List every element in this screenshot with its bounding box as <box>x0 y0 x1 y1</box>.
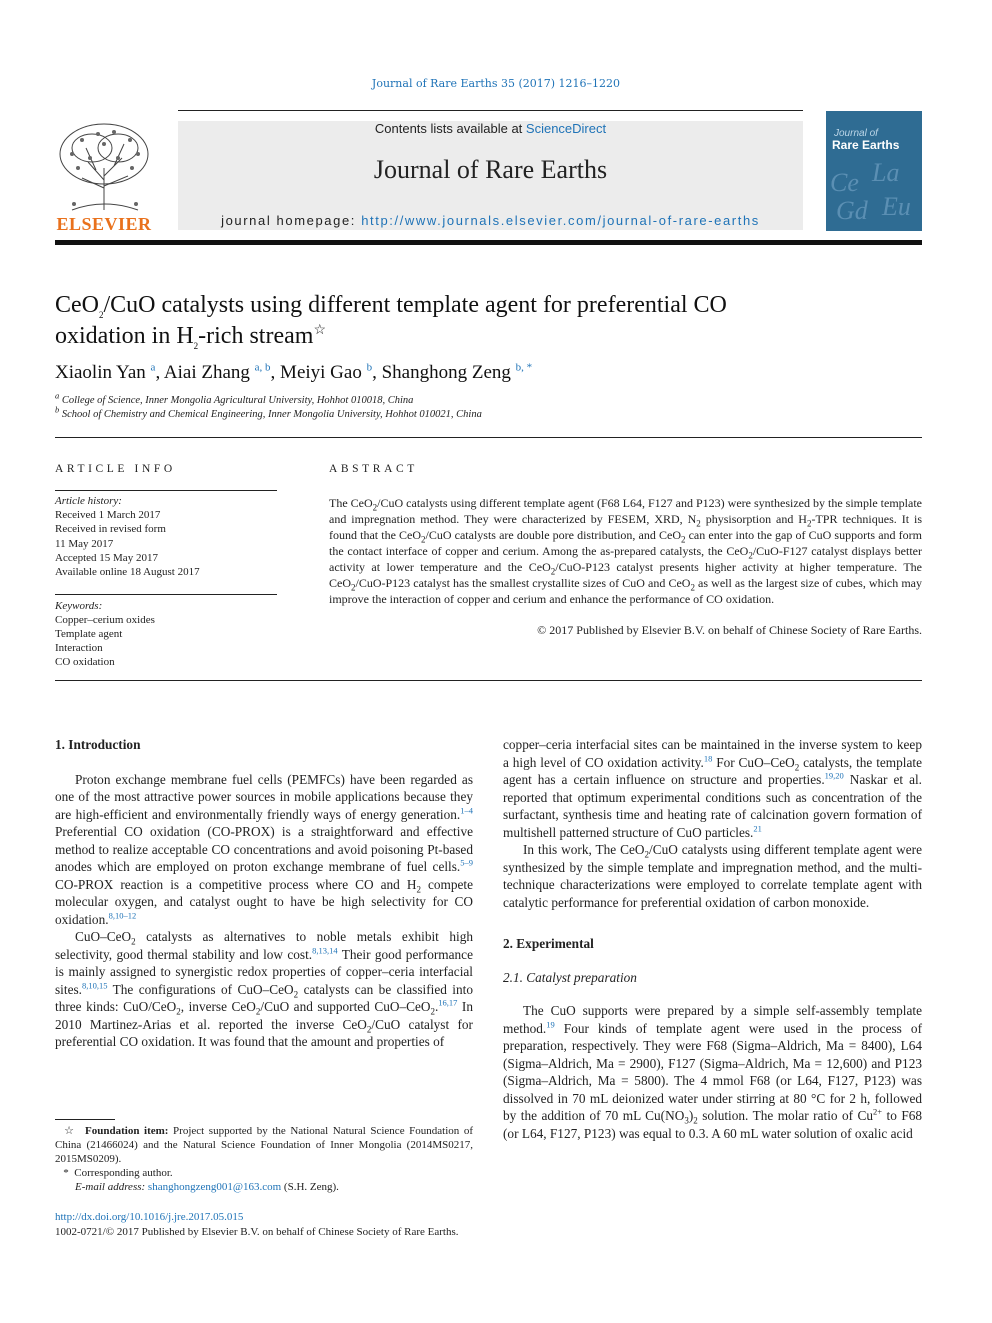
affiliation-b: $^b$ School of Chemistry and Chemical Engineering, Inner Mongolia University, Hohhot 010021, China <box>55 404 482 420</box>
paragraph: Proton exchange membrane fuel cells (PEMFCs) have been regarded as one of the most attractive power sources in mobile applications because they are high-efficient and environmentally friendly ways of energy generation.$^{1-4}$ Preferential CO oxidation (CO-PROX) is a straightforward and effective method to realize acceptable CO concentrations and avoid poisoning Pt-based anodes which are employed on proton exchange membrane of fuel cells.$^{5-9}$ CO-PROX reaction is a competitive process where CO and $H_2$ compete molecular oxygen, and catalyst ought to have be high selectivity for CO oxidation.$^{8,10-12}$ <box>55 771 474 927</box>
section-1-heading: 1. Introduction <box>55 737 141 752</box>
author-affiliation-mark[interactable]: b <box>366 361 373 374</box>
history-item: 11 May 2017 <box>55 538 114 550</box>
citation-ref[interactable]: 16,17 <box>438 997 458 1008</box>
keyword: Template agent <box>55 628 123 640</box>
footnote-foundation: ☆ Foundation item: Project supported by the National Natural Science Foundation of China (21466024) and the Natural Science Foundation of Inner Mongolia (2014MS0217, 2015MS0209). <box>55 1125 474 1165</box>
citation-ref[interactable]: 1–4 <box>460 805 473 816</box>
author-affiliation-mark[interactable]: a <box>150 361 156 374</box>
history-label: Article history: <box>55 495 122 507</box>
body-left-column <box>55 736 473 1051</box>
footnote-rule <box>55 1119 115 1120</box>
homepage-line: journal homepage: http://www.journals.elsevier.com/journal-of-rare-earths <box>221 213 760 228</box>
history-item: Received 1 March 2017 <box>55 509 161 521</box>
footnotes <box>55 1124 473 1194</box>
citation-ref[interactable]: 8,10–12 <box>108 910 137 921</box>
keyword: CO oxidation <box>55 656 115 668</box>
svg-text:Gd: Gd <box>836 196 868 225</box>
history-item: Accepted 15 May 2017 <box>55 552 158 564</box>
abstract-body: The CeO$_2$/CuO catalysts using different template agent (F68 L64, F127 and P123) were synthesized by the simple template and impregnation method. They were characterized by FESEM, XRD, $N_2$ physisorption and $H_2$-TPR techniques. It is found that the CeO$_2$/CuO catalysts are double pore distribution, and CeO$_2$ can enter into the gap of CuO supports and form the contact interface of copper and cerium. Among the as-prepared catalysts, the CeO$_2$/CuO-F127 catalyst displays better activity at lower temperature and the CeO$_2$/CuO-P123 catalyst presents higher activity at higher temperature. The CeO$_2$/CuO-P123 catalyst has the smallest crystallite sizes of CuO and CeO$_2$ as well as the largest size of cubes, which may improve the interaction of copper and cerium and enhance the performance of CO oxidation. <box>329 496 923 606</box>
keyword: Copper–cerium oxides <box>55 614 155 626</box>
author-name[interactable]: Meiyi Gao <box>280 362 362 383</box>
title-footnote-mark[interactable]: ☆ <box>313 323 326 338</box>
paragraph: copper–ceria interfacial sites can be maintained in the inverse system to keep a high level of CO oxidation activity.$^{18}$ For CuO–CeO$_2$ catalysts, the template agent has a certain influence on structure and properties.$^{19,20}$ Naskar et al. reported that optimum experimental conditions such as concentration of the surfactant, synthesis time and heating rate of calcination govern formation of multishell patterned structure of CuO particles.$^{21}$ <box>503 737 922 840</box>
svg-text:La: La <box>872 158 900 187</box>
elsevier-wordmark: ELSEVIER <box>56 214 152 234</box>
homepage-link[interactable]: http://www.journals.elsevier.com/journal-of-rare-earths <box>361 213 760 228</box>
svg-text:Ce: Ce <box>830 168 859 197</box>
paragraph: CuO–CeO$_2$ catalysts as alternatives to noble metals exhibit high selectivity, good thermal stability and low cost.$^{8,13,14}$ Their good performance is mainly assigned to synergistic redox properties of copper–ceria interfacial sites.$^{8,10,15}$ The configurations of CuO–CeO$_2$ catalysts can be classified into three kinds: CuO/CeO$_2$, inverse CeO$_2$/CuO and supported CuO–CeO$_2$.$^{16,17}$ In 2010 Martinez-Arias et al. reported the inverse CeO$_2$/CuO catalyst for preferential CO oxidation. It was found that the amount and properties of <box>55 929 473 1049</box>
info-rule <box>55 490 277 491</box>
journal-cover[interactable] <box>826 111 922 231</box>
email-link[interactable]: shanghongzeng001@163.com <box>147 1181 282 1193</box>
contents-line: Contents lists available at ScienceDirect <box>374 121 607 136</box>
cover-top: Journal of <box>834 128 878 139</box>
footnote-corresponding: * Corresponding author. <box>63 1167 173 1179</box>
article-title: CeO$_2$/CuO catalysts using different template agent for preferential CO oxidation in $H_2$-rich stream☆ <box>55 292 727 351</box>
citation-ref[interactable]: 18 <box>703 753 713 764</box>
journal-name: Journal of Rare Earths <box>373 155 608 184</box>
citation-ref[interactable]: 19 <box>546 1019 555 1030</box>
doi-link[interactable]: http://dx.doi.org/10.1016/j.jre.2017.05.015 <box>55 1211 244 1223</box>
history-item: Received in revised form <box>55 523 166 535</box>
paragraph: The CuO supports were prepared by a simple self-assembly template method.$^{19}$ Four kinds of template agent were used in the process of preparation, respectively. They were F68 (Sigma–Aldrich, Ma = 8400), L64 (Sigma–Aldrich, Ma = 2900), F127 (Sigma–Aldrich, Ma = 12,600) and P123 (Sigma–Aldrich, Ma = 5800). The 4 mmol F68 (or L64, F127, P123) was dissolved in 70 mL deionized water under stirring at 80 °C for 2 h, followed by the addition of 70 mL $Cu(NO_3)_2$ solution. The molar ratio of $Cu^{2+}$ to F68 (or L64, F127, P123) was equal to 0.3. A 60 mL water solution of oxalic acid <box>503 1003 923 1141</box>
svg-text:Eu: Eu <box>882 192 911 221</box>
author-list: Xiaolin Yan $^a$, Aiai Zhang $^{a, b}$, Meiyi Gao $^b$, Shanghong Zeng $^{b, *}$ <box>55 361 533 383</box>
header-thick-rule <box>55 240 922 245</box>
citation-ref[interactable]: 19,20 <box>824 770 844 781</box>
author-affiliation-mark[interactable]: b, * <box>515 361 533 374</box>
section-2-heading: 2. Experimental <box>503 936 594 951</box>
citation-ref[interactable]: 21 <box>753 823 762 834</box>
section-rule <box>55 680 922 681</box>
abstract-heading: ABSTRACT <box>329 463 418 475</box>
author-name[interactable]: Shanghong Zeng <box>381 362 511 383</box>
article-info-heading: ARTICLE INFO <box>55 463 176 475</box>
citation-ref[interactable]: 8,10,15 <box>81 980 108 991</box>
history-item: Available online 18 August 2017 <box>55 566 200 578</box>
cover-title: Rare Earths <box>832 138 900 152</box>
citation-ref[interactable]: 8,13,14 <box>312 945 338 956</box>
header-rule <box>178 110 803 111</box>
author-affiliation-mark[interactable]: a, b <box>254 361 271 374</box>
section-2-1-heading: 2.1. Catalyst preparation <box>503 969 637 985</box>
paragraph: In this work, The CeO$_2$/CuO catalysts using different template agent were synthesized by the simple template and impregnation method, and the multi-technique characterizations were employed to correlate template agent with catalytic performance for preferential oxidation of carbon monoxide. <box>503 842 922 910</box>
sciencedirect-link[interactable]: ScienceDirect <box>525 121 607 136</box>
footnote-email: E-mail address: shanghongzeng001@163.com (S.H. Zeng). <box>75 1181 339 1193</box>
author-name[interactable]: Xiaolin Yan <box>55 362 146 383</box>
section-rule <box>55 437 922 438</box>
journal-citation[interactable]: Journal of Rare Earths 35 (2017) 1216–1220 <box>371 77 621 90</box>
issn-line: 1002-0721/© 2017 Published by Elsevier B.V. on behalf of Chinese Society of Rare Earths. <box>55 1226 459 1238</box>
citation-ref[interactable]: 5–9 <box>460 857 473 868</box>
keyword: Interaction <box>55 642 103 654</box>
body-right-column <box>503 736 922 1142</box>
author-name[interactable]: Aiai Zhang <box>163 362 250 383</box>
affiliation-a: $^a$ College of Science, Inner Mongolia Agricultural University, Hohhot 010018, China <box>55 390 414 406</box>
info-rule <box>55 594 277 595</box>
abstract-copyright: © 2017 Published by Elsevier B.V. on behalf of Chinese Society of Rare Earths. <box>537 623 922 637</box>
keywords-label: Keywords: <box>55 600 103 612</box>
